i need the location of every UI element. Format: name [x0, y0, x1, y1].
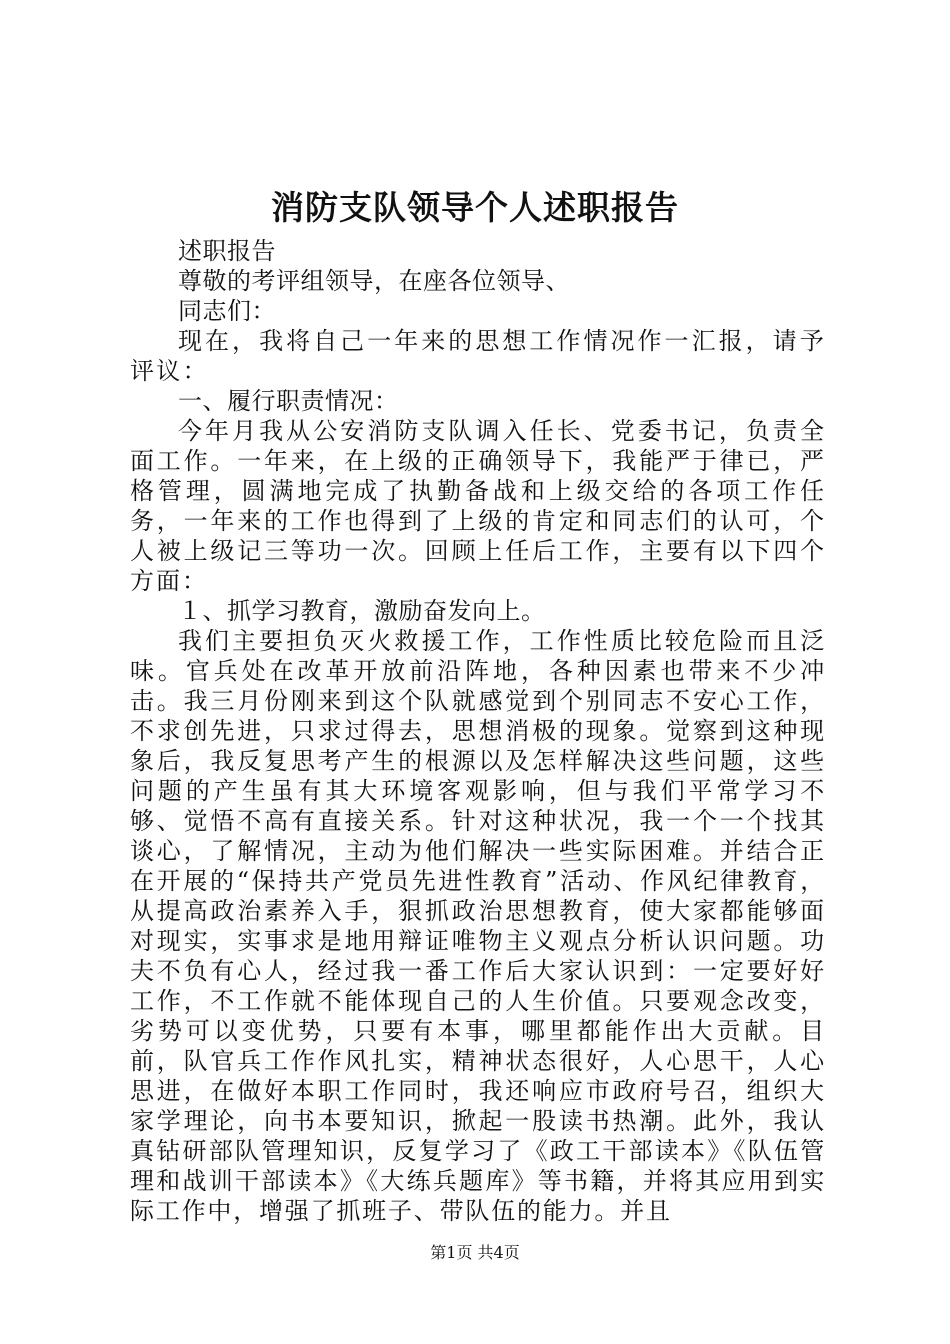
- paragraph-study-education: 我们主要担负灭火救援工作，工作性质比较危险而且泛味。官兵处在改革开放前沿阵地，各种因素也带来不少冲击。我三月份刚来到这个队就感觉到个别同志不安心工作，不求创先进，只求过得去，思想消极的现象。觉察到这种现象后，我反复思考产生的根源以及怎样解决这些问题，这些问题的产生虽有其大环境客观影响，但与我们平常学习不够、觉悟不高有直接关系。针对这种状况，我一个一个找其谈心，了解情况，主动为他们解决一些实际困难。并结合正在开展的“保持共产党员先进性教育”活动、作风纪律教育，从提高政治素养入手，狠抓政治思想教育，使大家都能够面对现实，实事求是地用辩证唯物主义观点分析认识问题。功夫不负有心人，经过我一番工作后大家认识到：一定要好好工作，不工作就不能体现自己的人生价值。只要观念改变，劣势可以变优势，只要有本事，哪里都能作出大贡献。目前，队官兵工作作风扎实，精神状态很好，人心思干，人心思进，在做好本职工作同时，我还响应市政府号召，组织大家学理论，向书本要知识，掀起一股读书热潮。此外，我认真钻研部队管理知识，反复学习了《政工干部读本》《队伍管理和战训干部读本》《大练兵题库》等书籍，并将其应用到实际工作中，增强了抓班子、带队伍的能力。并且: [130, 627, 826, 1225]
- document-body: [130, 236, 826, 1226]
- paragraph-intro: 现在，我将自己一年来的思想工作情况作一汇报，请予评议：: [130, 327, 826, 385]
- section-heading-duties: 一、履行职责情况：: [178, 387, 399, 415]
- page-number-footer: 第1页 共4页: [430, 1243, 520, 1262]
- paragraph-salutation: 尊敬的考评组领导，在座各位领导、: [178, 267, 570, 295]
- paragraph-salutation-cont: 同志们：: [178, 297, 276, 325]
- paragraph-overview: 今年月我从公安消防支队调入任长、党委书记，负责全面工作。一年来，在上级的正确领导下，我能严于律已，严格管理，圆满地完成了执勤备战和上级交给的各项工作任务，一年来的工作也得到了上级的肯定和同志们的认可，个人被上级记三等功一次。回顾上任后工作，主要有以下四个方面：: [130, 417, 826, 595]
- subsection-heading-study: １、抓学习教育，激励奋发向上。: [178, 597, 546, 625]
- paragraph-heading-label: 述职报告: [178, 237, 276, 265]
- document-title: 消防支队领导个人述职报告: [271, 188, 679, 227]
